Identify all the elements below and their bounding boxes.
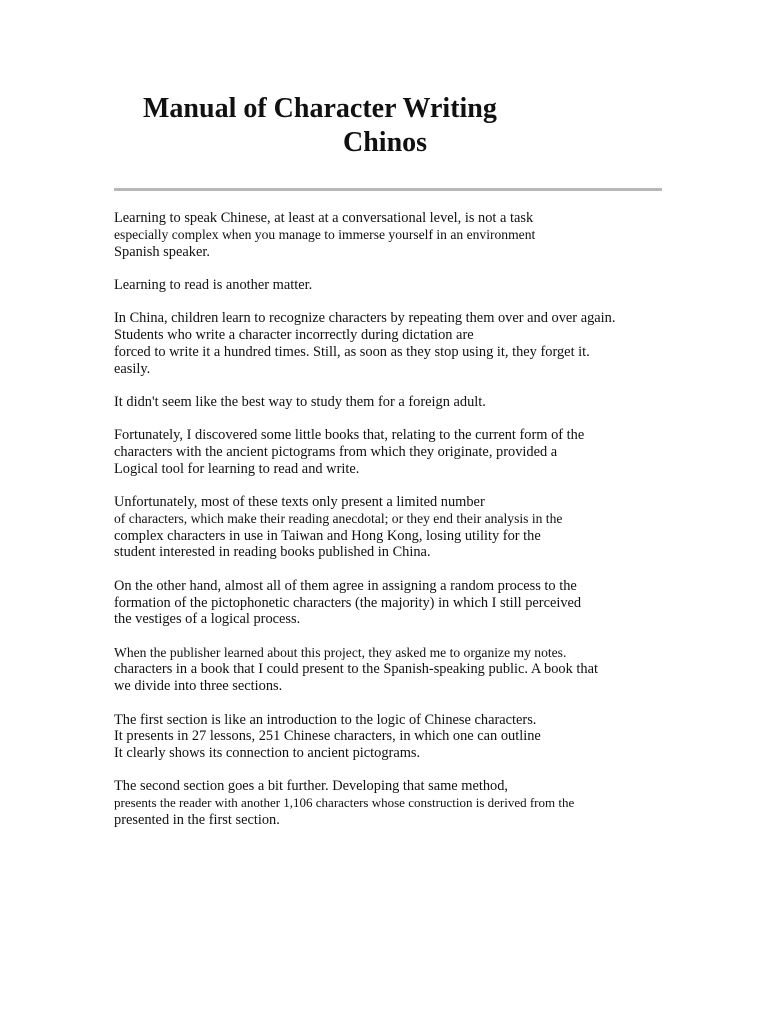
body-text: [114, 210, 674, 845]
text-line: In China, children learn to recognize characters by repeating them over and over again.: [114, 310, 616, 327]
paragraph-3: [114, 310, 674, 377]
text-line: complex characters in use in Taiwan and Hong Kong, losing utility for the: [114, 527, 541, 544]
text-line: presents the reader with another 1,106 characters whose construction is derived from the: [114, 795, 575, 811]
text-line: The second section goes a bit further. Developing that same method,: [114, 778, 509, 795]
text-line: presented in the first section.: [114, 812, 280, 829]
paragraph-9: [114, 712, 674, 762]
text-line: especially complex when you manage to immerse yourself in an environment: [114, 226, 536, 242]
paragraph-1: [114, 210, 674, 260]
paragraph-6: [114, 494, 674, 561]
text-line: Spanish speaker.: [114, 243, 210, 260]
text-line: student interested in reading books published in China.: [114, 544, 431, 561]
text-line: of characters, which make their reading anecdotal; or they end their analysis in the: [114, 510, 563, 526]
paragraph-10: [114, 778, 674, 828]
text-line: we divide into three sections.: [114, 678, 283, 695]
document-title: [143, 92, 497, 160]
text-line: It presents in 27 lessons, 251 Chinese characters, in which one can outline: [114, 728, 541, 745]
horizontal-rule: [114, 188, 662, 191]
text-line: Fortunately, I discovered some little books that, relating to the current form of the: [114, 427, 585, 444]
text-line: Logical tool for learning to read and write.: [114, 460, 360, 477]
paragraph-8: [114, 645, 674, 695]
text-line: characters in a book that I could present to the Spanish-speaking public. A book that: [114, 661, 598, 678]
text-line: On the other hand, almost all of them agree in assigning a random process to the: [114, 577, 577, 594]
text-line: easily.: [114, 360, 151, 377]
paragraph-5: [114, 427, 674, 477]
title-line-1: Manual of Character Writing: [143, 93, 497, 124]
text-line: characters with the ancient pictograms from which they originate, provided a: [114, 443, 558, 460]
text-line: It clearly shows its connection to ancient pictograms.: [114, 745, 421, 762]
text-line: The first section is like an introduction to the logic of Chinese characters.: [114, 711, 537, 728]
text-line: the vestiges of a logical process.: [114, 611, 301, 628]
paragraph-4: [114, 394, 674, 411]
paragraph-7: [114, 578, 674, 628]
paragraph-2: [114, 277, 674, 294]
title-line-2: Chinos: [343, 127, 428, 158]
text-line: forced to write it a hundred times. Still, as soon as they stop using it, they forget it.: [114, 343, 590, 360]
text-line: Unfortunately, most of these texts only present a limited number: [114, 494, 485, 511]
text-line: When the publisher learned about this project, they asked me to organize my notes.: [114, 644, 567, 660]
text-line: formation of the pictophonetic characters (the majority) in which I still perceived: [114, 594, 582, 611]
text-line: Students who write a character incorrectly during dictation are: [114, 326, 474, 343]
text-line: Learning to speak Chinese, at least at a conversational level, is not a task: [114, 210, 534, 226]
text-line: Learning to read is another matter.: [114, 276, 313, 293]
text-line: It didn't seem like the best way to study them for a foreign adult.: [114, 393, 486, 410]
